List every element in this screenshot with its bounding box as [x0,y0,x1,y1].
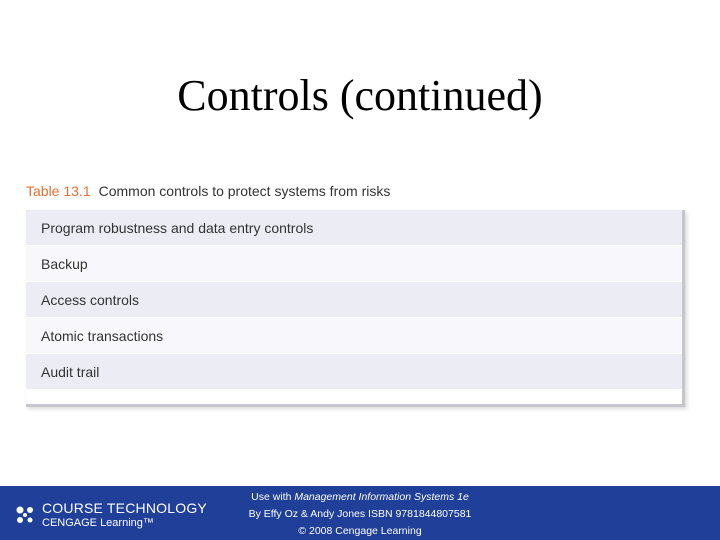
logo-main-text: COURSE TECHNOLOGY [42,500,207,516]
slide-title: Controls (continued) [177,71,543,120]
table-caption [26,181,390,201]
table-row: Atomic transactions [26,318,682,354]
table-caption-number: Table 13.1 [26,183,91,199]
table-row: Access controls [26,282,682,318]
logo-icon [12,502,38,528]
logo-sub-text: CENGAGE Learning™ [42,517,154,529]
footer-line-3: © 2008 Cengage Learning [298,525,422,537]
table-row: Backup [26,246,682,282]
table-caption-text: Common controls to protect systems from risks [98,183,391,199]
controls-table [26,210,685,407]
course-technology-logo [12,498,222,532]
footer-line-1: Use with Management Information Systems 1e [251,491,469,503]
table-row: Program robustness and data entry controls [26,210,682,246]
book-title: Management Information Systems 1e [294,491,469,503]
footer-text [228,489,492,540]
footer-line-2: By Effy Oz & Andy Jones ISBN 9781844807581 [248,508,472,520]
table-row: Audit trail [26,354,682,390]
